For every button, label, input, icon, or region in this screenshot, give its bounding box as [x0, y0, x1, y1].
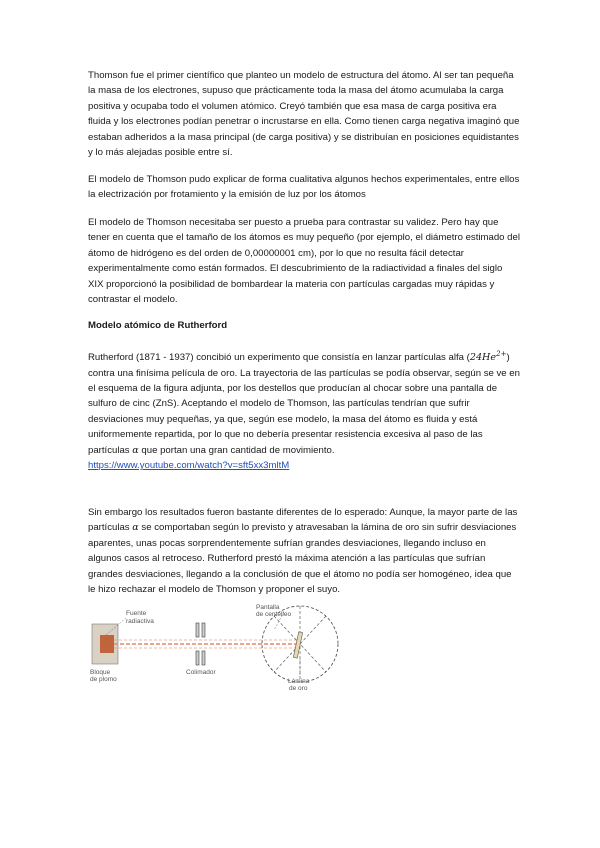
- helium-formula-charge: 2+: [496, 350, 507, 358]
- label-collimator: Colimador: [186, 669, 216, 676]
- label-foil-line1: Lámina: [288, 678, 310, 685]
- label-foil-line2: de oro: [289, 685, 308, 692]
- paragraph-rutherford-experiment: [88, 347, 520, 473]
- label-block-line1: Bloque: [90, 669, 111, 676]
- helium-formula-base: 24He: [469, 352, 497, 364]
- rutherford-text-end: que portan una gran cantidad de movimiento.: [138, 444, 335, 456]
- section-heading-rutherford: Modelo atómico de Rutherford: [88, 320, 228, 331]
- paragraph-thomson-explanation: El modelo de Thomson pudo explicar de forma cualitativa algunos hechos experimentales, entre ellos la electrización por frotamiento y la emisión de luz por los átomos: [88, 174, 520, 201]
- label-screen-line2: de centelleo: [256, 611, 292, 618]
- results-text-start: Sin embargo los resultados fueron bastante diferentes de lo esperado: Aunque, la mayor parte de las partículas: [88, 507, 518, 534]
- helium-formula: [470, 352, 507, 363]
- label-screen-line1: Pantalla: [256, 604, 280, 611]
- paragraph-rutherford-results: [88, 505, 520, 597]
- paragraph-thomson-model: Thomson fue el primer científico que planteo un modelo de estructura del átomo. Al ser tan pequeña la masa de los electrones, supuso que prácticamente toda la masa del átomo acumulaba la carga positiva y ocupaba todo el volumen atómico. Creyó también que esa masa de carga positiva era fluida y los electrones podían penetrar o incrustarse en ella. Como tienen carga negativa imaginó que estaban adheridos a la masa principal (de carga positiva) y se distribuían en posiciones equidistantes y lo más alejadas posible entre sí.: [88, 70, 520, 159]
- collimator-plate-top-2: [202, 623, 205, 637]
- rutherford-text-middle: ) contra una finísima película de oro. La trayectoria de las partículas se podía observar, según se ve en el esquema de la figura adjunta, por los destellos que producían al chocar sobre una pantalla de sulfuro de cinc (ZnS). Aceptando el modelo de Thomson, las partículas tendrían que sufrir desviaciones muy pequeñas, ya que, según ese modelo, la masa del átomo es fluida y está uniformemente repartida, por lo que no debería presentar resistencia excesiva al paso de las partículas: [88, 352, 520, 456]
- label-source-line2: radiactiva: [126, 618, 154, 625]
- rutherford-text-start: Rutherford (1871 - 1937) concibió un experimento que consistía en lanzar partículas alfa (: [88, 352, 470, 364]
- collimator-plate-bottom-1: [196, 651, 199, 665]
- rutherford-experiment-diagram: [88, 604, 388, 704]
- label-source-line1: Fuente: [126, 610, 147, 617]
- paragraph-thomson-test: El modelo de Thomson necesitaba ser puesto a prueba para contrastar su validez. Pero hay que tener en cuenta que el tamaño de los átomos es muy pequeño (por ejemplo, el diámetro estimado del átomo de hidrógeno es del orden de 0,00000001 cm), por lo que no resulta fácil detectar experimentalmente como están formados. El descubrimiento de la radiactividad a finales del siglo XIX proporcionó la posibilidad de bombardear la materia con partículas cargadas muy rápidas y contrastar el modelo.: [88, 217, 520, 306]
- collimator-plate-bottom-2: [202, 651, 205, 665]
- results-text-end: se comportaban según lo previsto y atravesaban la lámina de oro sin sufrir desviaciones aparentes, unas pocas sorprendentemente sufrían grandes desviaciones, llegando incluso en algunos casos al retroceso. Rutherford prestó la máxima atención a las partículas que sufrían grandes desviaciones, llegando a la conclusión de que el átomo no podía ser homogéneo, idea que le hizo rechazar el modelo de Thomson y proponer el suyo.: [88, 522, 517, 596]
- collimator-plate-top-1: [196, 623, 199, 637]
- radioactive-source-shape: [100, 635, 114, 653]
- youtube-video-link[interactable]: https://www.youtube.com/watch?v=sft5xx3mltM: [88, 460, 290, 472]
- alpha-symbol: α: [132, 522, 139, 534]
- gold-foil-shape: [293, 632, 302, 658]
- alpha-symbol: α: [132, 444, 139, 456]
- label-block-line2: de plomo: [90, 676, 117, 683]
